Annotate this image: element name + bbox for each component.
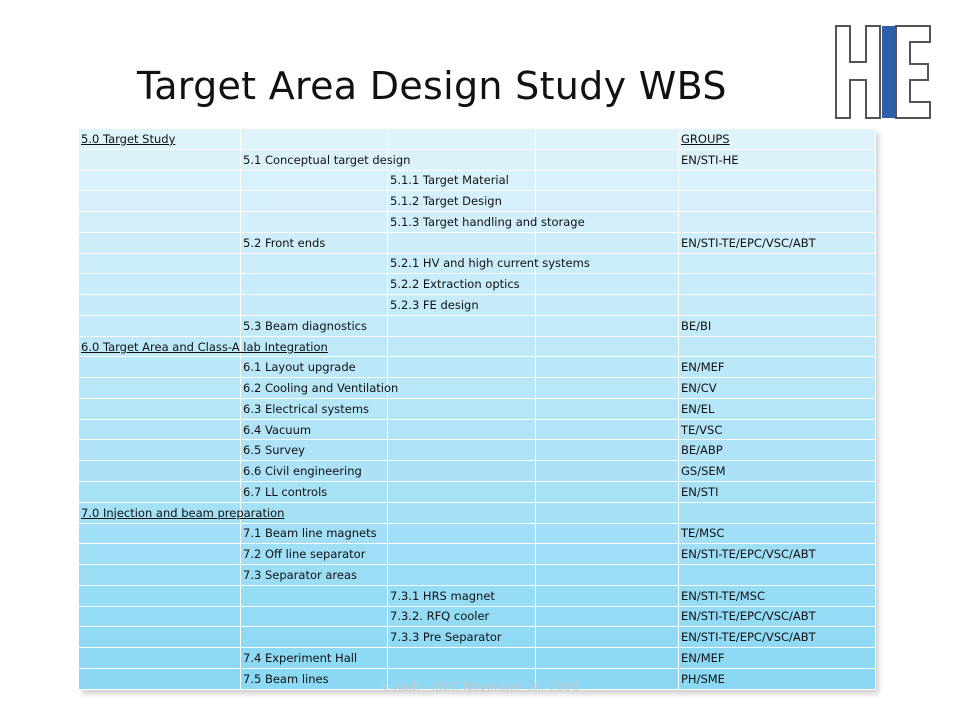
table-cell-text: 6.0 Target Area and Class-A lab Integration xyxy=(81,339,328,354)
table-row xyxy=(79,606,876,627)
table-cell xyxy=(679,565,876,586)
table-cell xyxy=(679,336,876,357)
table-cell xyxy=(679,170,876,191)
table-cell xyxy=(388,129,536,150)
table-cell xyxy=(679,544,876,565)
table-cell xyxy=(679,149,876,170)
table-cell xyxy=(79,585,241,606)
table-cell xyxy=(679,191,876,212)
table-cell xyxy=(241,295,388,316)
table-cell-text: PH/SME xyxy=(681,671,725,686)
table-cell xyxy=(536,378,679,399)
table-cell xyxy=(79,440,241,461)
table-cell xyxy=(388,295,536,316)
table-cell xyxy=(79,523,241,544)
table-row xyxy=(79,336,876,357)
table-cell xyxy=(679,419,876,440)
table-cell xyxy=(241,648,388,669)
table-cell xyxy=(241,606,388,627)
table-cell xyxy=(241,357,388,378)
table-cell-text: 7.3 Separator areas xyxy=(243,567,358,582)
table-row xyxy=(79,419,876,440)
table-cell xyxy=(388,440,536,461)
table-cell-text: EN/STI-TE/EPC/VSC/ABT xyxy=(681,235,816,250)
table-cell xyxy=(79,398,241,419)
table-cell-text: 7.5 Beam lines xyxy=(243,671,329,686)
table-cell xyxy=(241,378,399,399)
table-cell xyxy=(388,482,536,503)
table-cell-text: EN/EL xyxy=(681,401,715,416)
table-cell-text: EN/MEF xyxy=(681,651,725,666)
table-cell-text: EN/STI-TE/EPC/VSC/ABT xyxy=(681,630,816,645)
table-cell xyxy=(241,149,411,170)
table-cell xyxy=(79,627,241,648)
table-cell xyxy=(536,502,679,523)
table-cell xyxy=(388,170,536,191)
logo-letter-e xyxy=(896,26,930,118)
table-row xyxy=(79,648,876,669)
table-cell-text: 6.2 Cooling and Ventilation xyxy=(243,381,399,396)
table-cell xyxy=(388,544,536,565)
table-cell xyxy=(79,295,241,316)
table-cell xyxy=(679,232,876,253)
table-cell xyxy=(79,232,241,253)
table-cell xyxy=(79,565,241,586)
table-cell xyxy=(388,336,536,357)
table-cell xyxy=(241,544,388,565)
table-cell xyxy=(536,295,679,316)
table-cell xyxy=(536,482,679,503)
table-cell xyxy=(79,357,241,378)
table-cell-text: EN/STI-TE/EPC/VSC/ABT xyxy=(681,609,816,624)
table-cell xyxy=(79,378,241,399)
table-row xyxy=(79,253,876,274)
table-cell-text: 5.0 Target Study xyxy=(81,131,176,146)
table-cell xyxy=(241,274,388,295)
table-cell-text: GS/SEM xyxy=(681,464,726,479)
table-cell xyxy=(79,606,241,627)
table-cell xyxy=(79,461,241,482)
table-row xyxy=(79,523,876,544)
table-cell-text: 7.0 Injection and beam preparation xyxy=(81,505,285,520)
table-cell xyxy=(388,232,536,253)
table-cell xyxy=(79,419,241,440)
table-cell xyxy=(241,253,388,274)
table-row xyxy=(79,191,876,212)
table-cell xyxy=(536,440,679,461)
table-cell-text: 5.2.2 Extraction optics xyxy=(390,277,520,292)
table-row xyxy=(79,585,876,606)
table-row xyxy=(79,149,876,170)
table-cell xyxy=(679,440,876,461)
table-cell xyxy=(536,565,679,586)
table-cell xyxy=(388,419,536,440)
table-cell xyxy=(536,149,679,170)
table-row xyxy=(79,232,876,253)
table-cell xyxy=(679,212,876,233)
table-cell xyxy=(79,170,241,191)
table-cell xyxy=(241,212,388,233)
table-cell xyxy=(679,357,876,378)
table-cell xyxy=(388,191,536,212)
table-cell xyxy=(679,398,876,419)
table-row xyxy=(79,482,876,503)
table-cell xyxy=(679,378,876,399)
table-cell xyxy=(79,648,241,669)
table-cell xyxy=(536,523,679,544)
table-cell xyxy=(79,212,241,233)
table-cell-text: 5.1.2 Target Design xyxy=(390,194,502,209)
table-cell-text: EN/STI-TE/MSC xyxy=(681,588,765,603)
table-cell xyxy=(241,315,388,336)
table-cell xyxy=(536,315,679,336)
slide-title: Target Area Design Study WBS xyxy=(137,64,727,108)
table-cell-text: 5.3 Beam diagnostics xyxy=(243,318,367,333)
table-cell xyxy=(241,440,388,461)
table-cell xyxy=(241,627,388,648)
table-cell xyxy=(79,253,241,274)
table-cell xyxy=(241,398,388,419)
table-row xyxy=(79,357,876,378)
table-cell-text: 6.4 Vacuum xyxy=(243,422,312,437)
table-cell xyxy=(536,627,679,648)
table-row xyxy=(79,440,876,461)
table-cell-text: EN/STI-TE/EPC/VSC/ABT xyxy=(681,547,816,562)
wbs-table-body xyxy=(79,129,876,690)
table-cell-text: 6.3 Electrical systems xyxy=(243,401,370,416)
table-cell xyxy=(241,170,388,191)
table-cell xyxy=(388,565,536,586)
table-cell xyxy=(536,419,679,440)
table-cell xyxy=(79,315,241,336)
table-row xyxy=(79,461,876,482)
table-cell-text: 5.1 Conceptual target design xyxy=(243,152,411,167)
table-cell xyxy=(679,648,876,669)
he-logo xyxy=(834,22,934,122)
table-cell xyxy=(388,357,536,378)
table-cell-text: GROUPS xyxy=(681,131,730,146)
table-cell xyxy=(679,482,876,503)
table-row xyxy=(79,565,876,586)
table-cell xyxy=(388,523,536,544)
table-cell-text: 7.3.1 HRS magnet xyxy=(390,588,495,603)
table-cell xyxy=(79,191,241,212)
table-cell xyxy=(388,606,536,627)
table-cell xyxy=(536,170,679,191)
table-cell xyxy=(241,461,388,482)
table-cell xyxy=(536,191,679,212)
table-cell-text: 7.3.3 Pre Separator xyxy=(390,630,502,645)
table-cell xyxy=(388,378,536,399)
table-row xyxy=(79,295,876,316)
table-cell xyxy=(241,482,388,503)
table-cell-text: 7.1 Beam line magnets xyxy=(243,526,377,541)
table-cell-text: 5.2 Front ends xyxy=(243,235,326,250)
table-row xyxy=(79,170,876,191)
table-cell xyxy=(388,253,590,274)
table-cell-text: EN/STI-HE xyxy=(681,152,739,167)
table-cell-text: BE/BI xyxy=(681,318,712,333)
table-cell xyxy=(388,648,536,669)
table-cell xyxy=(679,523,876,544)
table-cell-text: 7.2 Off line separator xyxy=(243,547,366,562)
table-cell xyxy=(679,627,876,648)
table-row xyxy=(79,129,876,150)
table-cell xyxy=(241,523,388,544)
table-cell-text: 6.5 Survey xyxy=(243,443,305,458)
table-cell xyxy=(241,565,388,586)
table-cell xyxy=(241,191,388,212)
table-cell xyxy=(79,336,328,357)
table-cell xyxy=(536,398,679,419)
table-cell xyxy=(679,295,876,316)
table-cell xyxy=(679,585,876,606)
table-cell-text: 6.1 Layout upgrade xyxy=(243,360,356,375)
table-row xyxy=(79,212,876,233)
table-cell-text: EN/MEF xyxy=(681,360,725,375)
table-cell xyxy=(388,585,536,606)
table-cell xyxy=(679,502,876,523)
table-cell xyxy=(79,149,241,170)
table-cell-text: EN/CV xyxy=(681,381,717,396)
table-cell xyxy=(241,419,388,440)
table-row xyxy=(79,502,876,523)
table-cell-text: 7.3.2. RFQ cooler xyxy=(390,609,490,624)
table-row xyxy=(79,274,876,295)
slide-footer: Y. Kadi - ISCC Novenber 16, 2009 xyxy=(381,680,579,694)
table-cell-text: 6.7 LL controls xyxy=(243,484,328,499)
table-cell xyxy=(679,274,876,295)
table-cell-text: 5.2.1 HV and high current systems xyxy=(390,256,590,271)
table-row xyxy=(79,627,876,648)
table-cell-text: TE/MSC xyxy=(681,526,725,541)
table-cell xyxy=(241,129,388,150)
table-cell xyxy=(679,461,876,482)
table-row xyxy=(79,544,876,565)
table-cell xyxy=(79,274,241,295)
wbs-table xyxy=(78,128,875,690)
table-cell xyxy=(241,232,388,253)
table-cell xyxy=(536,606,679,627)
table-cell xyxy=(536,357,679,378)
table-cell xyxy=(388,627,536,648)
table-cell xyxy=(536,461,679,482)
table-cell-text: 6.6 Civil engineering xyxy=(243,464,362,479)
table-cell xyxy=(388,315,536,336)
table-cell xyxy=(79,129,241,150)
table-cell-text: TE/VSC xyxy=(681,422,723,437)
table-cell xyxy=(536,232,679,253)
table-cell xyxy=(388,274,536,295)
table-cell xyxy=(388,502,536,523)
table-cell xyxy=(536,648,679,669)
table-cell-text: 5.1.1 Target Material xyxy=(390,173,509,188)
table-cell-text: 5.2.3 FE design xyxy=(390,298,479,312)
table-row xyxy=(79,378,876,399)
table-cell xyxy=(79,502,285,523)
table-cell xyxy=(79,482,241,503)
table-cell xyxy=(79,544,241,565)
table-cell xyxy=(536,129,679,150)
table-cell xyxy=(536,585,679,606)
table-cell xyxy=(388,461,536,482)
table-cell xyxy=(388,212,585,233)
table-cell-text: BE/ABP xyxy=(681,443,723,458)
table-cell xyxy=(679,606,876,627)
table-cell xyxy=(536,274,679,295)
table-cell-text: 7.4 Experiment Hall xyxy=(243,651,358,666)
table-row xyxy=(79,398,876,419)
table-row xyxy=(79,315,876,336)
table-cell xyxy=(679,315,876,336)
table-cell-text: 5.1.3 Target handling and storage xyxy=(390,214,585,229)
table-cell-text: EN/STI xyxy=(681,484,719,499)
table-cell xyxy=(241,585,388,606)
table-cell xyxy=(388,398,536,419)
table-cell xyxy=(536,336,679,357)
logo-letter-h xyxy=(836,26,880,118)
table-cell xyxy=(679,129,876,150)
table-cell xyxy=(679,253,876,274)
logo-blue-bar xyxy=(882,26,896,118)
table-cell xyxy=(536,544,679,565)
